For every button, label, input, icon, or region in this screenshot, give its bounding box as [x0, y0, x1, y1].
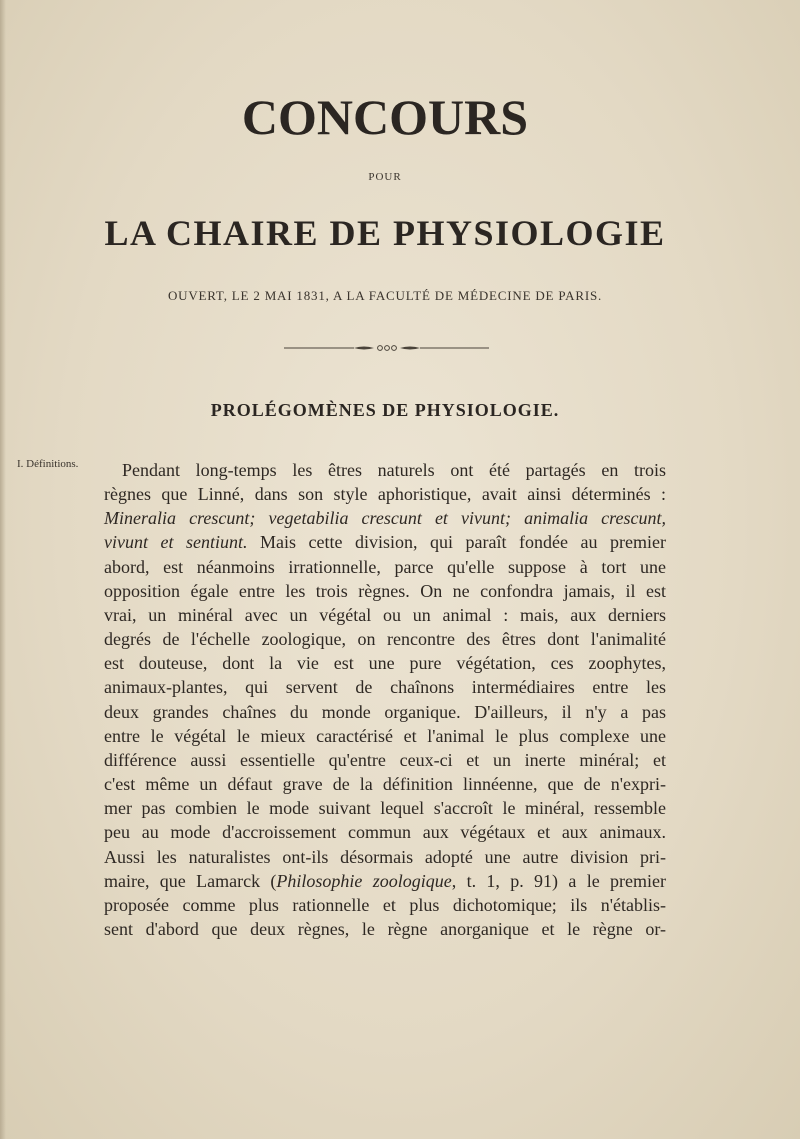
text-line: [104, 530, 666, 554]
text-line: [104, 869, 666, 893]
text-line: degrés de l'échelle zoologique, on rencontre des êtres dont l'animalité: [104, 629, 666, 650]
text-line: sent d'abord que deux règnes, le règne anorganique et le règne or-: [104, 918, 666, 939]
text-line: mer pas combien le mode suivant lequel s'accroît le minéral, ressemble: [104, 798, 666, 819]
text-line: abord, est néanmoins irrationnelle, parce qu'elle suppose à tort une: [104, 556, 666, 577]
text-line: règnes que Linné, dans son style aphoristique, avait ainsi déterminés :: [104, 484, 666, 505]
margin-note: I. Définitions.: [17, 458, 79, 470]
book-title: Philosophie zoologique: [276, 870, 452, 891]
text-line: Pendant long-temps les êtres naturels ont été partagés en trois: [122, 460, 666, 480]
text-line-italic: Mineralia crescunt; vegetabilia crescunt et vivunt; animalia crescunt,: [104, 508, 666, 529]
title-connector: POUR: [368, 171, 402, 183]
latin-quote: vivunt et sentiunt.: [104, 532, 248, 553]
ornamental-rule: [284, 340, 489, 356]
text-line: vrai, un minéral avec un végétal ou un animal : mais, aux derniers: [104, 604, 666, 625]
text-line: proposée comme plus rationnelle et plus dichotomique; ils n'établis-: [104, 894, 666, 915]
text-line: opposition égale entre les trois règnes. On ne confondra jamais, il est: [104, 580, 666, 601]
text-line: est douteuse, dont la vie est une pure végétation, ces zoophytes,: [104, 653, 666, 674]
text-segment: Mais cette division, qui paraît fondée au premier: [247, 532, 666, 553]
text-line: peu au mode d'accroissement commun aux végétaux et aux animaux.: [104, 822, 666, 843]
text-segment: maire, que Lamarck (: [104, 870, 277, 891]
text-line: entre le végétal le mieux caractérisé et l'animal le plus complexe une: [104, 725, 666, 746]
text-line: c'est même un défaut grave de la définition linnéenne, que de n'expri-: [104, 774, 666, 795]
text-line: différence aussi essentielle qu'entre ceux-ci et un inerte minéral; et: [104, 749, 666, 770]
opening-date-line: OUVERT, LE 2 MAI 1831, A LA FACULTÉ DE MÉDECINE DE PARIS.: [167, 288, 603, 303]
text-segment: , t. 1, p. 91) a le premier: [451, 870, 666, 891]
text-line: Aussi les naturalistes ont-ils désormais adopté une autre division pri-: [104, 846, 666, 867]
page-subtitle: LA CHAIRE DE PHYSIOLOGIE: [104, 213, 666, 253]
body-paragraph: [104, 458, 666, 941]
page-title: CONCOURS: [241, 89, 529, 145]
section-heading: PROLÉGOMÈNES DE PHYSIOLOGIE.: [210, 400, 560, 420]
text-line: deux grandes chaînes du monde organique. D'ailleurs, il n'y a pas: [104, 701, 666, 722]
text-line: animaux-plantes, qui servent de chaînons intermédiaires entre les: [104, 677, 666, 698]
